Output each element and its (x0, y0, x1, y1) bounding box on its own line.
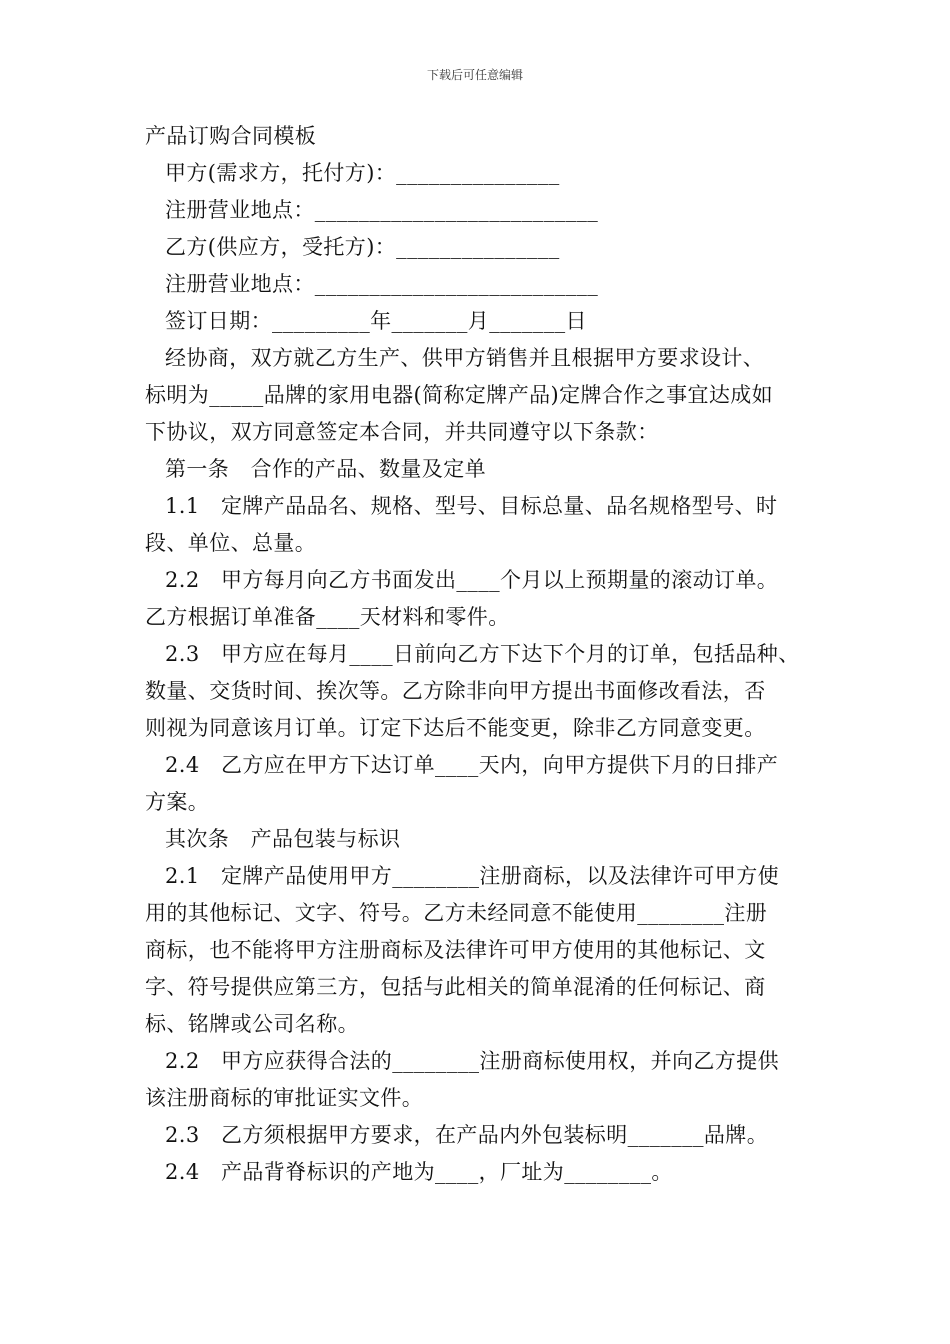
article-heading: 第一条 合作的产品、数量及定单 (165, 457, 486, 481)
document-title: 产品订购合同模板 (145, 124, 317, 148)
paragraph-line: 经协商，双方就乙方生产、供甲方销售并且根据甲方要求设计、 (165, 346, 765, 370)
clause-line: 方案。 (145, 790, 210, 814)
clause-line: 标、铭牌或公司名称。 (145, 1012, 359, 1036)
party-a-address-line: 注册营业地点：__________________________ (165, 198, 599, 222)
paragraph-line: 下协议，双方同意签定本合同，并共同遵守以下条款： (145, 420, 659, 444)
clause-line: 2.2 甲方应获得合法的________注册商标使用权，并向乙方提供 (165, 1049, 779, 1073)
article-heading: 其次条 产品包装与标识 (165, 827, 401, 851)
page-header-note: 下载后可任意编辑 (426, 68, 523, 82)
clause-line: 2.2 甲方每月向乙方书面发出____个月以上预期量的滚动订单。 (165, 568, 779, 592)
signing-date-line: 签订日期：_________年_______月_______日 (165, 309, 587, 333)
clause-line: 2.4 产品背脊标识的产地为____，厂址为________。 (165, 1160, 673, 1184)
clause-line: 数量、交货时间、挨次等。乙方除非向甲方提出书面修改看法，否 (145, 679, 766, 703)
clause-line: 2.3 乙方须根据甲方要求，在产品内外包装标明_______品牌。 (165, 1123, 769, 1147)
contract-document (145, 118, 810, 1191)
clause-line: 2.1 定牌产品使用甲方________注册商标，以及法律许可甲方使 (165, 864, 779, 888)
clause-line: 1.1 定牌产品品名、规格、型号、目标总量、品名规格型号、时 (165, 494, 778, 518)
clause-line: 2.4 乙方应在甲方下达订单____天内，向甲方提供下月的日排产 (165, 753, 779, 777)
paragraph-line: 标明为_____品牌的家用电器(简称定牌产品)定牌合作之事宜达成如 (145, 383, 774, 407)
clause-line: 2.3 甲方应在每月____日前向乙方下达下个月的订单，包括品种、 (165, 642, 800, 666)
clause-line: 商标，也不能将甲方注册商标及法律许可甲方使用的其他标记、文 (145, 938, 766, 962)
clause-line: 该注册商标的审批证实文件。 (145, 1086, 424, 1110)
clause-line: 用的其他标记、文字、符号。乙方未经同意不能使用________注册 (145, 901, 768, 925)
party-a-line: 甲方(需求方，托付方)：_______________ (165, 161, 560, 185)
clause-line: 则视为同意该月订单。订定下达后不能变更，除非乙方同意变更。 (145, 716, 766, 740)
clause-line: 字、符号提供应第三方，包括与此相关的简单混淆的任何标记、商 (145, 975, 766, 999)
party-b-address-line: 注册营业地点：__________________________ (165, 272, 599, 296)
party-b-line: 乙方(供应方，受托方)：_______________ (165, 235, 560, 259)
clause-line: 段、单位、总量。 (145, 531, 317, 555)
clause-line: 乙方根据订单准备____天材料和零件。 (145, 605, 510, 629)
